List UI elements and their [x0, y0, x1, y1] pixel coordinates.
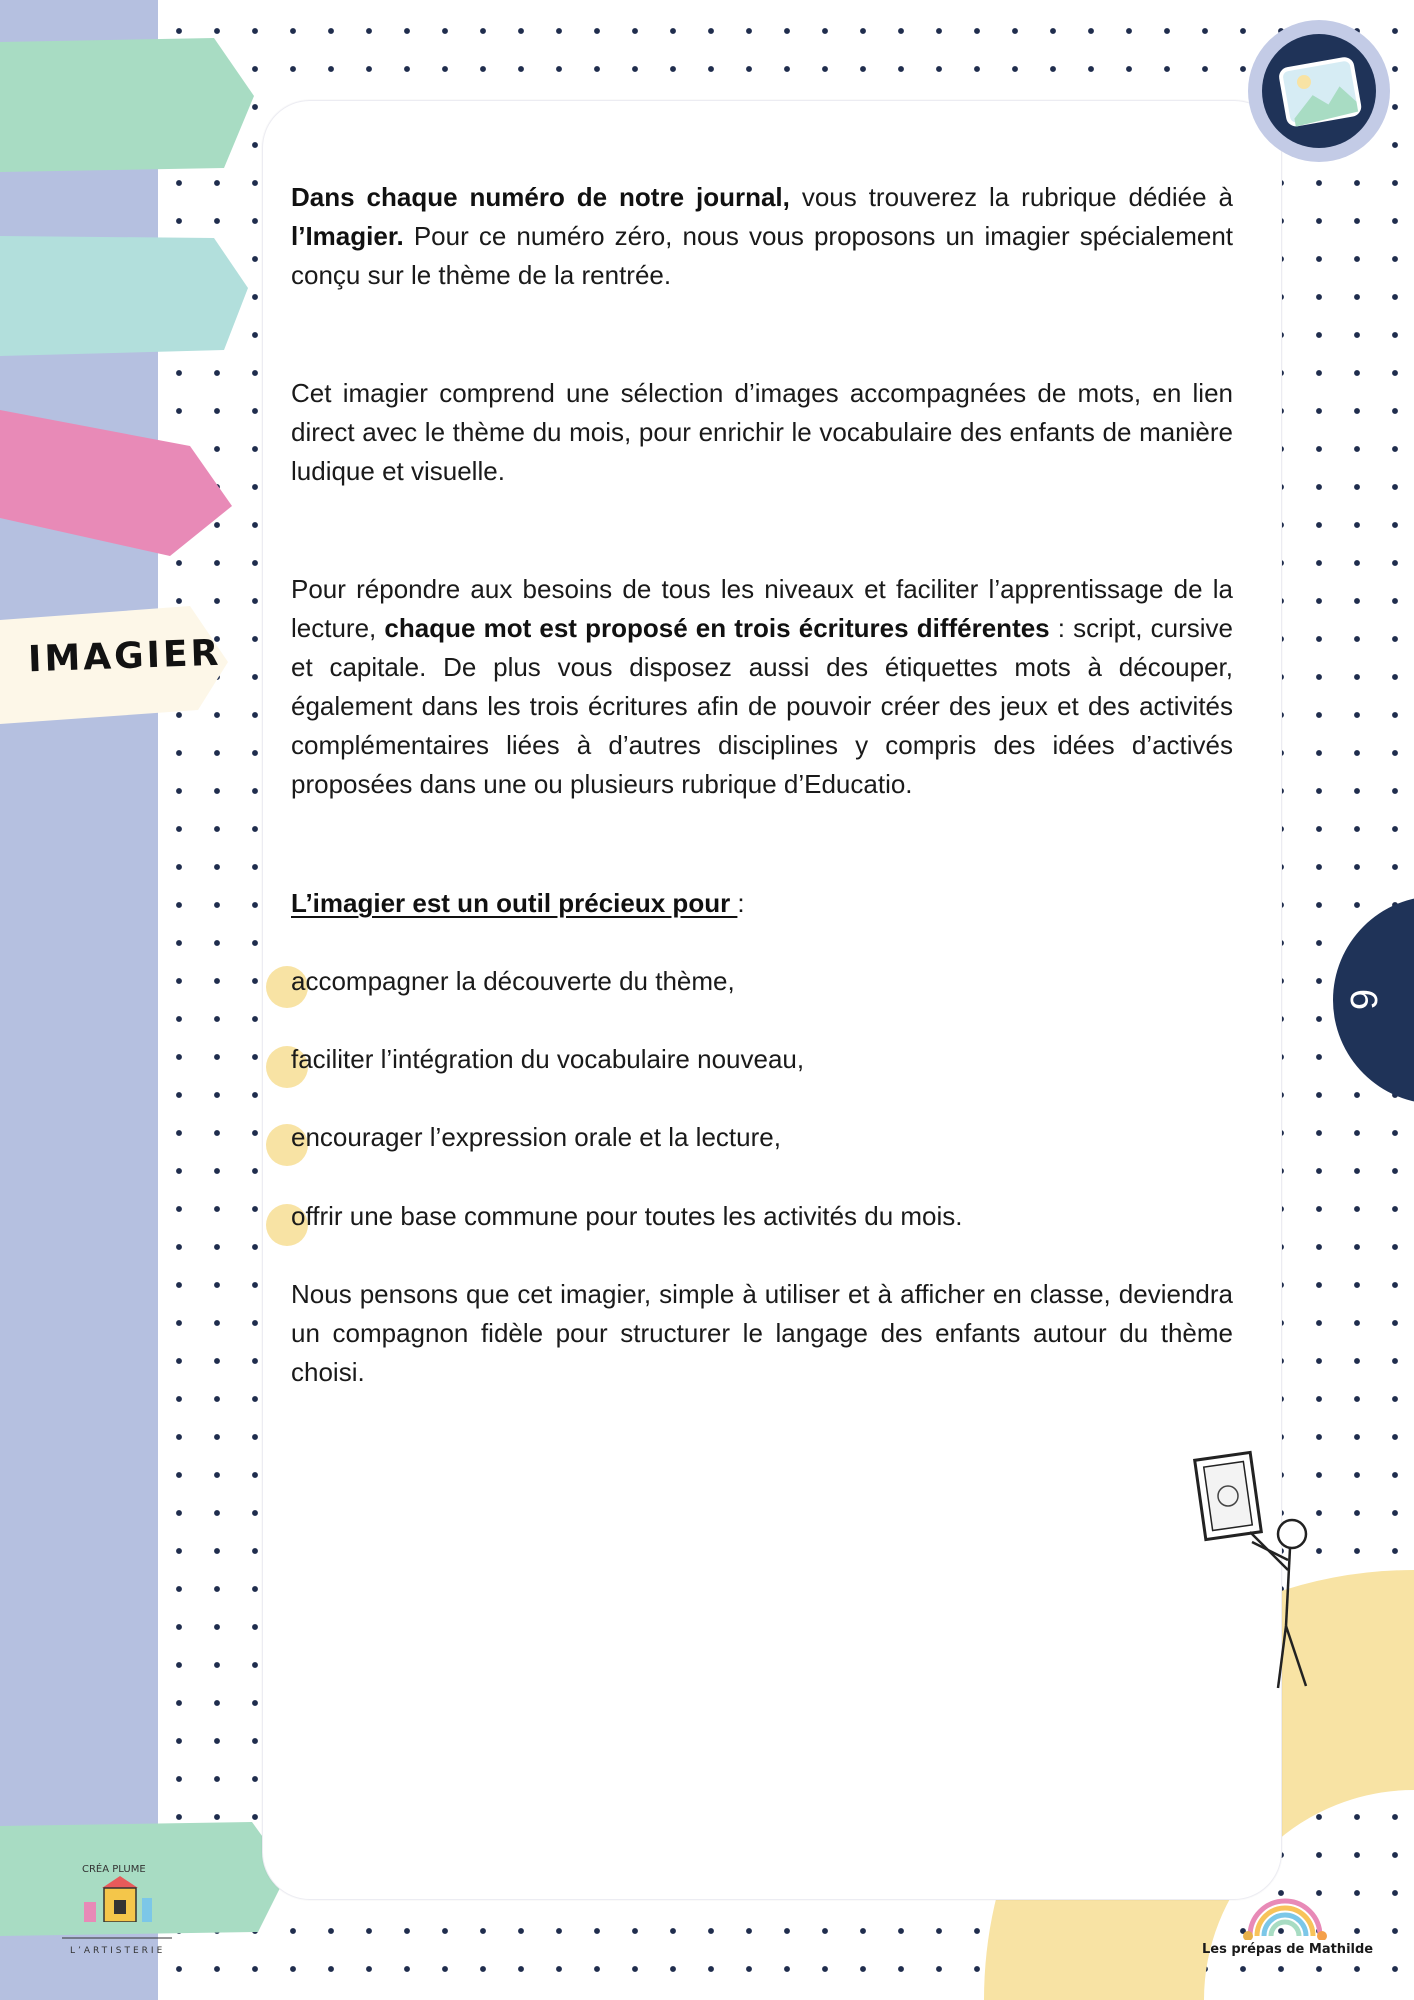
- intro-bold-2: l’Imagier.: [291, 221, 404, 251]
- levels-paragraph: [291, 570, 1233, 804]
- description-paragraph: Cet imagier comprend une sélection d’images accompagnées de mots, en lien direct avec le thème du mois, pour enrichir le vocabulaire des enfants de manière ludique et visuelle.: [291, 378, 1233, 486]
- prepas-caption: Les prépas de Mathilde: [1202, 1942, 1374, 1957]
- intro-text-2: Pour ce numéro zéro, nous vous proposons un imagier spécialement conçu sur le thème de la rentrée.: [291, 221, 1233, 290]
- artisterie-caption: L’ARTISTERIE: [70, 1946, 166, 1956]
- intro-paragraph: [291, 178, 1233, 295]
- svg-text:CRÉA PLUME: CRÉA PLUME: [82, 1864, 146, 1875]
- conclusion-paragraph: Nous pensons que cet imagier, simple à utiliser et à afficher en classe, deviendra un compagnon fidèle pour structurer le langage des enfants autour du thème choisi.: [291, 1279, 1233, 1387]
- intro-text-1: vous trouverez la rubrique dédiée à: [789, 182, 1233, 212]
- tool-heading-colon: :: [737, 888, 745, 918]
- levels-text-2: : script, cursive et capitale. De plus vous disposez aussi des étiquettes mots à découper, également dans les trois écritures afin de pouvoir créer des jeux et des activités complémentaires liées à d’autres disciplines y compris des idées d’activés proposées dans une ou plusieurs rubrique d’Educatio.: [291, 613, 1233, 799]
- rainbow-logo: [1230, 1896, 1340, 1940]
- image-icon: [1262, 34, 1376, 148]
- tool-heading: [291, 884, 1233, 923]
- intro-bold-1: Dans chaque numéro de notre journal,: [291, 182, 790, 212]
- tool-heading-label: L’imagier est un outil précieux pour: [291, 888, 738, 918]
- bullet-item: offrir une base commune pour toutes les activités du mois.: [291, 1201, 963, 1231]
- crea-plume-logo: [62, 1858, 172, 1948]
- bullet-item: faciliter l’intégration du vocabulaire nouveau,: [291, 1044, 805, 1074]
- stick-figure-with-frame-icon: [1186, 1450, 1326, 1700]
- levels-text-1: Pour répondre aux besoins de tous les niveaux et faciliter l’apprentissage de la lecture,: [291, 574, 1233, 643]
- bullet-item: accompagner la découverte du thème,: [291, 966, 735, 996]
- tab-imagier-label: IMAGIER: [27, 632, 223, 681]
- levels-bold: chaque mot est proposé en trois écritures différentes: [384, 613, 1050, 643]
- image-icon-badge: [1248, 20, 1390, 162]
- bullet-item: encourager l’expression orale et la lecture,: [291, 1122, 781, 1152]
- page-number: 6: [1342, 988, 1385, 1011]
